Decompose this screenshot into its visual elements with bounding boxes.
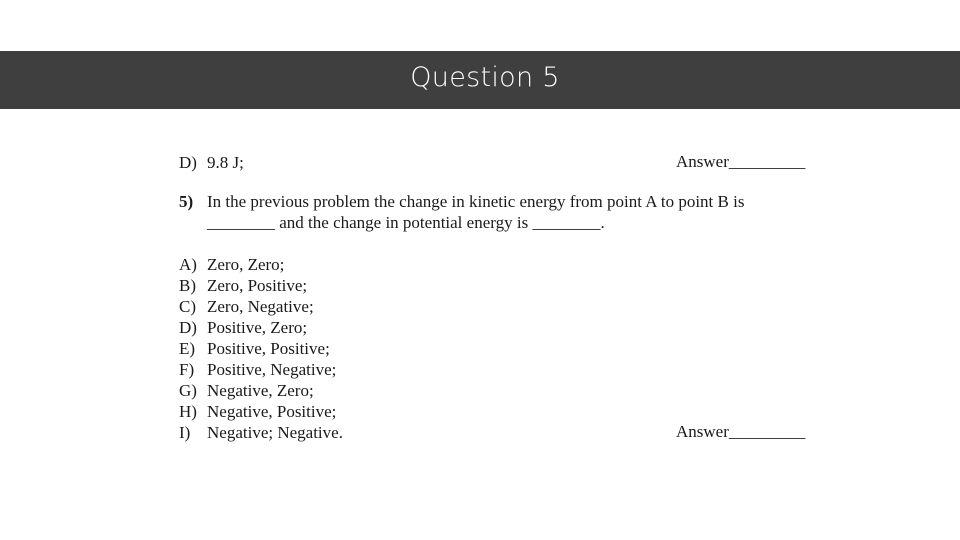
option-text: Negative, Zero; bbox=[207, 381, 314, 400]
option-text: Negative; Negative. bbox=[207, 423, 343, 442]
option-label: I) bbox=[179, 423, 191, 442]
question-text-2: ________ and the change in potential energy is ________. bbox=[207, 213, 605, 232]
option-label: E) bbox=[179, 339, 196, 358]
option-label: H) bbox=[179, 402, 197, 421]
question-number: 5) bbox=[179, 192, 194, 211]
option-label: B) bbox=[179, 276, 196, 295]
prev-option-label: D) bbox=[179, 153, 197, 172]
option-text: Positive, Positive; bbox=[207, 339, 330, 358]
option-text: Zero, Positive; bbox=[207, 276, 308, 295]
option-text: Negative, Positive; bbox=[207, 402, 337, 421]
option-label: A) bbox=[179, 255, 197, 274]
option-label: D) bbox=[179, 318, 197, 337]
option-text: Positive, Negative; bbox=[207, 360, 337, 379]
option-label: F) bbox=[179, 360, 195, 379]
option-text: Positive, Zero; bbox=[207, 318, 308, 337]
answer-blank: Answer_________ bbox=[676, 422, 806, 441]
option-label: C) bbox=[179, 297, 196, 316]
question-text-1: In the previous problem the change in kinetic energy from point A to point B is bbox=[207, 192, 745, 211]
option-text: Zero, Zero; bbox=[207, 255, 285, 274]
slide-title: Question 5 bbox=[410, 62, 560, 93]
option-label: G) bbox=[179, 381, 197, 400]
prev-answer-blank: Answer_________ bbox=[676, 152, 806, 171]
option-text: Zero, Negative; bbox=[207, 297, 314, 316]
prev-option-text: 9.8 J; bbox=[207, 153, 244, 172]
